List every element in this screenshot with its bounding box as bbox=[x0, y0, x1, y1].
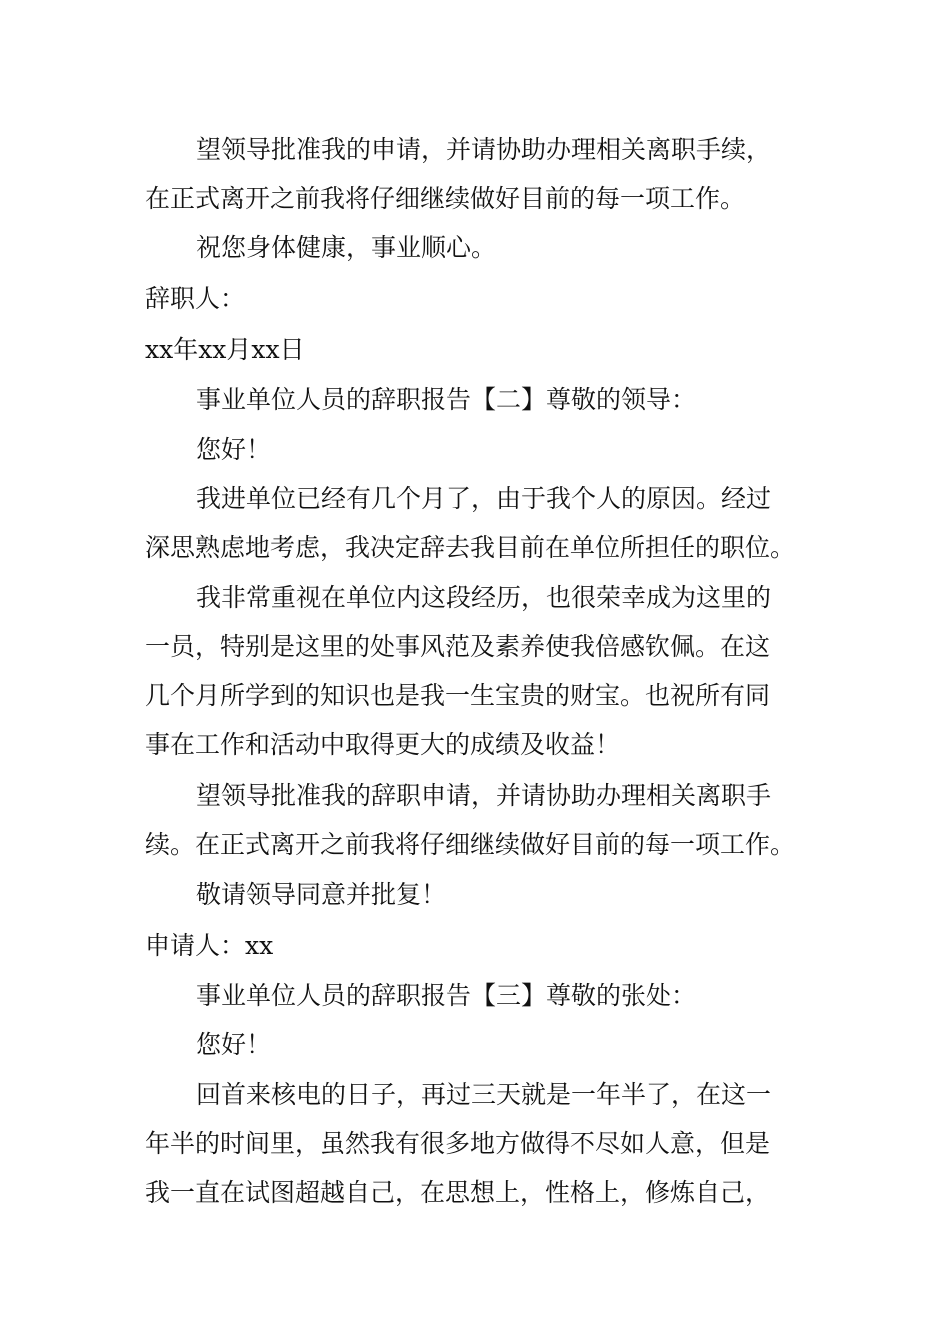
section-heading: 事业单位人员的辞职报告【二】尊敬的领导： bbox=[196, 385, 697, 414]
text-line: 续。在正式离开之前我将仔细继续做好目前的每一项工作。 bbox=[145, 830, 796, 859]
text-line: 望领导批准我的辞职申请，并请协助办理相关离职手 bbox=[196, 781, 772, 810]
text-line: 深思熟虑地考虑，我决定辞去我目前在单位所担任的职位。 bbox=[145, 533, 796, 562]
text-line: 事在工作和活动中取得更大的成绩及收益！ bbox=[145, 730, 621, 759]
text-line: 我非常重视在单位内这段经历，也很荣幸成为这里的 bbox=[196, 583, 772, 612]
greeting: 您好！ bbox=[196, 435, 272, 464]
text-line: 在正式离开之前我将仔细继续做好目前的每一项工作。 bbox=[145, 184, 746, 213]
text-line: 年半的时间里，虽然我有很多地方做得不尽如人意，但是 bbox=[145, 1129, 771, 1158]
signature-line: 申请人：xx bbox=[145, 931, 274, 960]
greeting: 您好！ bbox=[196, 1030, 272, 1059]
text-line: 回首来核电的日子，再过三天就是一年半了，在这一 bbox=[196, 1080, 772, 1109]
text-line: 几个月所学到的知识也是我一生宝贵的财宝。也祝所有同 bbox=[145, 681, 771, 710]
text-line: 一员，特别是这里的处事风范及素养使我倍感钦佩。在这 bbox=[145, 632, 771, 661]
section-heading: 事业单位人员的辞职报告【三】尊敬的张处： bbox=[196, 981, 697, 1010]
text-line: 祝您身体健康，事业顺心。 bbox=[196, 233, 497, 262]
text-line: 我进单位已经有几个月了，由于我个人的原因。经过 bbox=[196, 484, 772, 513]
date-line: xx年xx月xx日 bbox=[145, 335, 305, 364]
text-line: 辞职人： bbox=[145, 284, 246, 313]
text-line: 望领导批准我的申请，并请协助办理相关离职手续， bbox=[196, 135, 772, 164]
text-line: 我一直在试图超越自己，在思想上，性格上，修炼自己， bbox=[145, 1178, 771, 1207]
text-line: 敬请领导同意并批复！ bbox=[196, 880, 447, 909]
